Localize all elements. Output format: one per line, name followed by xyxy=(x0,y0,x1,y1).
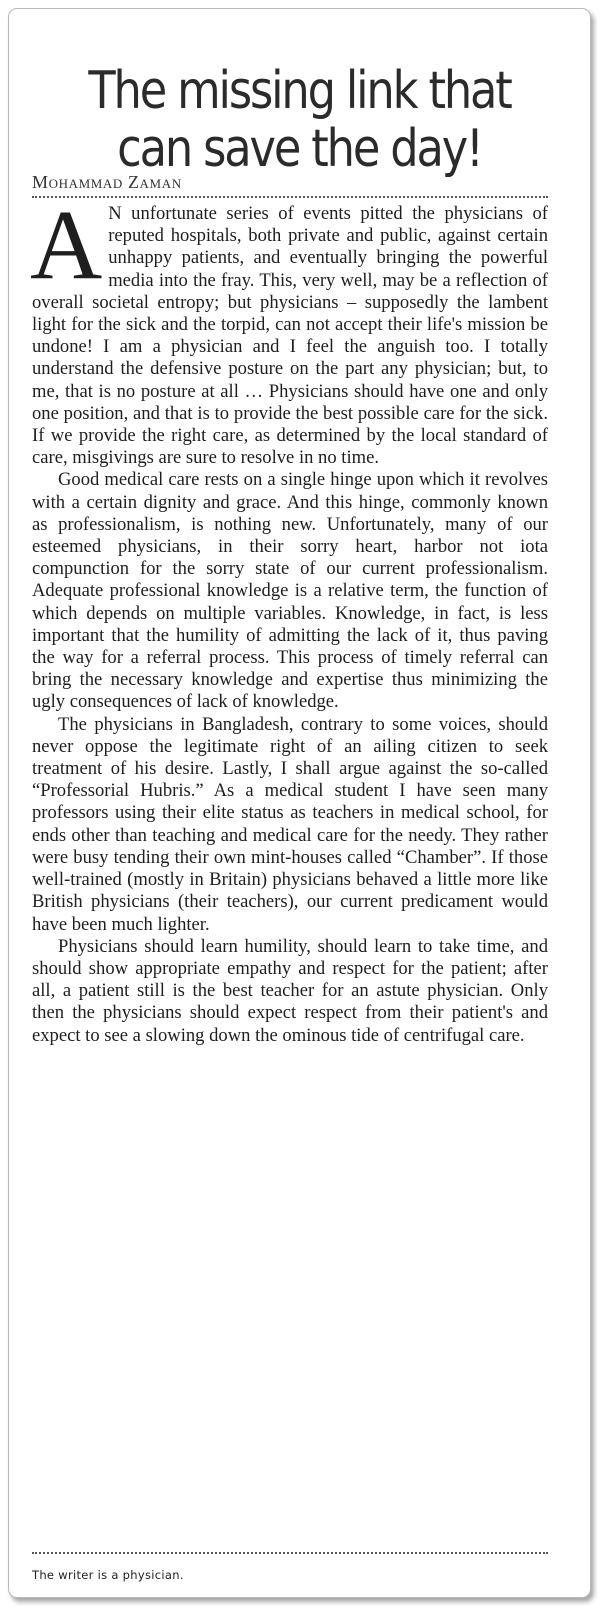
article-title xyxy=(50,62,550,178)
writer-footnote: The writer is a physician. xyxy=(32,1568,184,1582)
bottom-divider xyxy=(32,1552,548,1554)
author-name: Mohammad Zaman xyxy=(32,172,182,192)
article-body xyxy=(30,189,548,1047)
paragraph-1 xyxy=(30,189,548,469)
title-line-2: can save the day! xyxy=(117,118,482,179)
paragraph-1-text: N unfortunate series of events pitted the physicians of reputed hospitals, both private and public, against certain unhappy patients, and eventually bringing the powerful media into the fray. This, very well, may be a reflection of overall societal entropy; but physicians – supposedly the lambent light for the sick and the torpid, can not accept their life's mission be undone! I am a physician and I feel the anguish too. I totally understand the defensive posture on the part any physician; but, to me, that is no posture at all … Physicians should have one and only one position, and that is to provide the best possible care for the sick. If we provide the right care, as determined by the local standard of care, misgivings are sure to resolve in no time. xyxy=(32,203,548,469)
title-line-1: The missing link that xyxy=(88,60,511,121)
paragraph-2: Good medical care rests on a single hinge upon which it revolves with a certain dignity and grace. And this hinge, commonly known as professionalism, is nothing new. Unfortunately, many of our esteemed physicians, in their sorry heart, harbor not iota compunction for the sorry state of our current professionalism. Adequate professional knowledge is a relative term, the function of which depends on multiple variables. Knowledge, in fact, is less important that the humility of admitting the lack of it, thus paving the way for a referral process. This process of timely referral can bring the necessary knowledge and expertise thus minimizing the ugly consequences of lack of knowledge. xyxy=(32,469,548,713)
paragraph-4: Physicians should learn humility, should learn to take time, and should show appropriate empathy and respect for the patient; after all, a patient still is the best teacher for an astute physician. Only then the physicians should expect respect from their patient's and expect to see a slowing down the ominous tide of centrifugal care. xyxy=(32,935,548,1046)
drop-cap: A xyxy=(30,189,103,300)
paragraph-3: The physicians in Bangladesh, contrary to some voices, should never oppose the legitimate right of an ailing citizen to seek treatment of his desire. Lastly, I shall argue against the so-called “Professorial Hubris.” As a medical student I have seen many professors using their elite status as teachers in medical school, for ends other than teaching and medical care for the needy. They rather were busy tending their own mint-houses called “Chamber”. If those well-trained (mostly in Britain) physicians behaved a little more like British physicians (their teachers), our current predicament would have been much lighter. xyxy=(32,713,548,935)
top-divider xyxy=(32,196,548,198)
